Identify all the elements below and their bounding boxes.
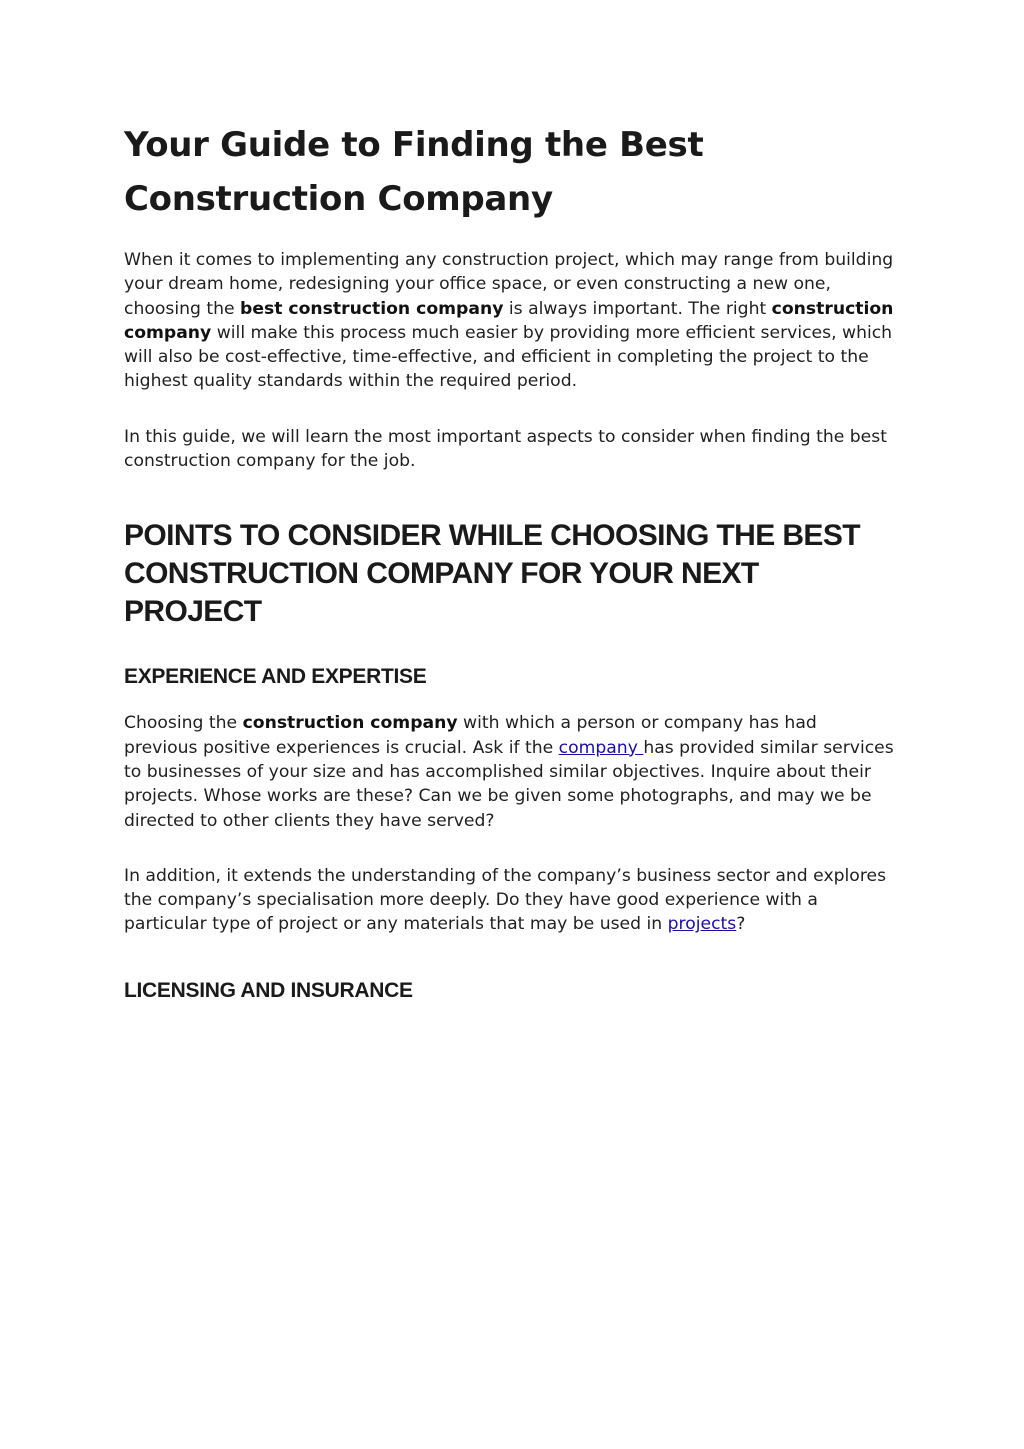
intro-bold-best-construction-company: best construction company <box>240 298 504 319</box>
licensing-heading: LICENSING AND INSURANCE <box>124 978 413 1002</box>
document-page <box>124 118 894 1025</box>
experience-heading: EXPERIENCE AND EXPERTISE <box>124 665 427 689</box>
experience-text-4: In addition, it extends the understanding of the company’s business sector and explores the company’s specialisation more deeply. Do they have good experience with a particular type of project or any materials that may be used in <box>124 865 887 935</box>
experience-text-5: ? <box>736 914 746 935</box>
projects-link[interactable]: projects <box>667 914 737 935</box>
experience-text-1: Choosing the <box>124 713 243 734</box>
experience-text-3: has provided similar services to businesses of your size and has accomplished similar objectives. Inquire about their projects. Whose works are these? Can we be given some photographs, and may we be directed to other clients they have served? <box>124 737 894 831</box>
company-link[interactable]: company <box>558 737 644 758</box>
experience-text-2: with which a person or company has had previous positive experiences is crucial. Ask if the <box>124 713 817 758</box>
intro-bold-construction-company: construction company <box>124 298 894 343</box>
intro-text-3: will make this process much easier by providing more efficient services, which will also be cost-effective, time-effective, and efficient in completing the project to the highest quality standards within the required period. <box>124 322 893 392</box>
guide-paragraph: In this guide, we will learn the most important aspects to consider when finding the best construction company for the job. <box>124 426 887 472</box>
experience-bold-construction-company: construction company <box>242 713 458 734</box>
section-heading: POINTS TO CONSIDER WHILE CHOOSING THE BEST CONSTRUCTION COMPANY FOR YOUR NEXT PROJECT <box>124 519 860 629</box>
intro-text-1: When it comes to implementing any construction project, which may range from building your dream home, redesigning your office space, or even constructing a new one, choosing the <box>124 250 894 319</box>
experience-paragraph-1 <box>124 711 894 832</box>
intro-text-2: is always important. The right <box>503 298 772 319</box>
document-title: Your Guide to Finding the Best Construction Company <box>124 125 704 219</box>
experience-paragraph-2 <box>124 864 894 937</box>
intro-paragraph <box>124 248 894 394</box>
